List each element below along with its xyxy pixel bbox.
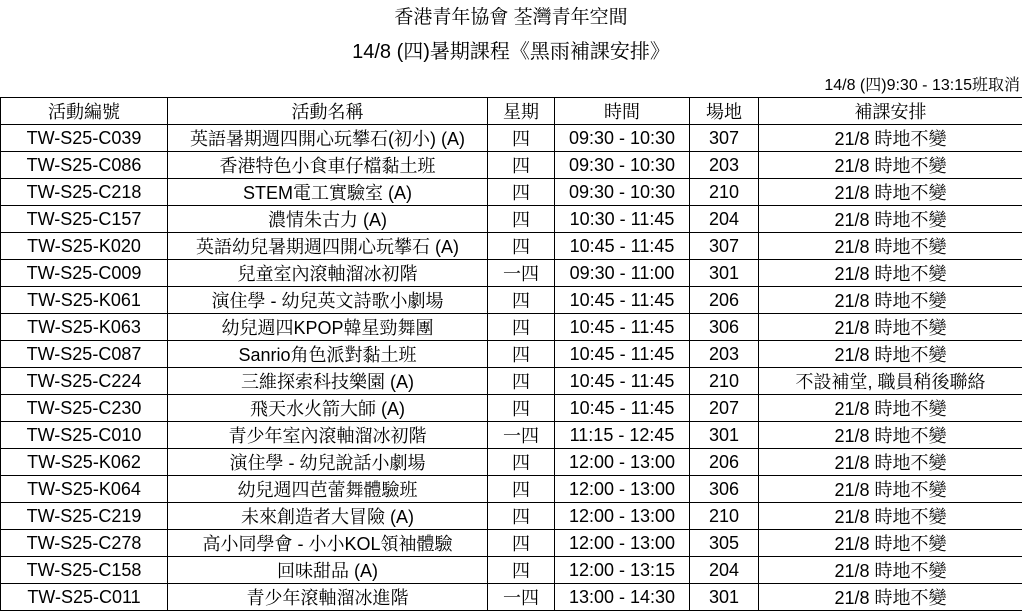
cell-activity-code: TW-S25-C158 [1, 557, 168, 584]
cell-activity-name: 青少年室內滾軸溜冰初階 [168, 422, 488, 449]
cell-makeup-arrangement: 21/8 時地不變 [759, 476, 1022, 503]
cell-activity-name: 三維探索科技樂園 (A) [168, 368, 488, 395]
cell-venue: 305 [690, 530, 759, 557]
cell-activity-code: TW-S25-C086 [1, 152, 168, 179]
cell-time: 09:30 - 10:30 [555, 179, 690, 206]
table-row [1, 260, 1022, 287]
table-row [1, 368, 1022, 395]
cell-weekday: 四 [488, 152, 555, 179]
cell-weekday: 一四 [488, 422, 555, 449]
header-row [1, 98, 1022, 125]
cell-makeup-arrangement: 21/8 時地不變 [759, 233, 1022, 260]
cell-activity-name: 幼兒週四KPOP韓星勁舞團 [168, 314, 488, 341]
cell-weekday: 四 [488, 314, 555, 341]
schedule-table-body [1, 125, 1022, 611]
cell-weekday: 四 [488, 476, 555, 503]
cell-weekday: 四 [488, 233, 555, 260]
cell-time: 10:45 - 11:45 [555, 314, 690, 341]
column-header-2: 星期 [488, 98, 555, 125]
cell-venue: 203 [690, 152, 759, 179]
cell-activity-name: 未來創造者大冒險 (A) [168, 503, 488, 530]
cell-venue: 210 [690, 179, 759, 206]
schedule-table [0, 97, 1022, 611]
cell-activity-code: TW-S25-K020 [1, 233, 168, 260]
cell-venue: 204 [690, 206, 759, 233]
cell-activity-code: TW-S25-K062 [1, 449, 168, 476]
cell-time: 12:00 - 13:00 [555, 503, 690, 530]
cell-venue: 301 [690, 584, 759, 611]
cell-time: 12:00 - 13:00 [555, 476, 690, 503]
table-row [1, 395, 1022, 422]
cell-time: 13:00 - 14:30 [555, 584, 690, 611]
cell-weekday: 四 [488, 557, 555, 584]
table-row [1, 422, 1022, 449]
column-header-4: 場地 [690, 98, 759, 125]
cell-venue: 306 [690, 476, 759, 503]
cell-venue: 206 [690, 287, 759, 314]
cell-makeup-arrangement: 21/8 時地不變 [759, 584, 1022, 611]
cell-weekday: 四 [488, 341, 555, 368]
cell-activity-name: 演住學 - 幼兒英文詩歌小劇場 [168, 287, 488, 314]
cell-weekday: 四 [488, 449, 555, 476]
cell-time: 09:30 - 11:00 [555, 260, 690, 287]
cell-activity-code: TW-S25-C087 [1, 341, 168, 368]
cell-makeup-arrangement: 不設補堂, 職員稍後聯絡 [759, 368, 1022, 395]
cell-time: 09:30 - 10:30 [555, 125, 690, 152]
cell-activity-code: TW-S25-K063 [1, 314, 168, 341]
cell-activity-name: Sanrio角色派對黏土班 [168, 341, 488, 368]
cell-time: 12:00 - 13:00 [555, 530, 690, 557]
cell-time: 11:15 - 12:45 [555, 422, 690, 449]
cell-makeup-arrangement: 21/8 時地不變 [759, 557, 1022, 584]
cell-activity-name: 演住學 - 幼兒說話小劇場 [168, 449, 488, 476]
cell-activity-code: TW-S25-C230 [1, 395, 168, 422]
cancellation-note: 14/8 (四)9:30 - 13:15班取消 [0, 76, 1020, 96]
cell-venue: 206 [690, 449, 759, 476]
cell-weekday: 四 [488, 395, 555, 422]
cell-weekday: 一四 [488, 584, 555, 611]
cell-activity-name: 英語暑期週四開心玩攀石(初小) (A) [168, 125, 488, 152]
cell-activity-code: TW-S25-K061 [1, 287, 168, 314]
cell-makeup-arrangement: 21/8 時地不變 [759, 395, 1022, 422]
table-row [1, 503, 1022, 530]
cell-venue: 203 [690, 341, 759, 368]
cell-time: 10:45 - 11:45 [555, 233, 690, 260]
table-row [1, 584, 1022, 611]
cell-makeup-arrangement: 21/8 時地不變 [759, 503, 1022, 530]
cell-activity-name: 香港特色小食車仔檔黏土班 [168, 152, 488, 179]
cell-venue: 307 [690, 233, 759, 260]
cell-activity-name: 高小同學會 - 小小KOL領袖體驗 [168, 530, 488, 557]
cell-venue: 204 [690, 557, 759, 584]
cell-makeup-arrangement: 21/8 時地不變 [759, 314, 1022, 341]
table-row [1, 287, 1022, 314]
cell-time: 12:00 - 13:00 [555, 449, 690, 476]
cell-activity-code: TW-S25-C278 [1, 530, 168, 557]
cell-time: 10:30 - 11:45 [555, 206, 690, 233]
cell-makeup-arrangement: 21/8 時地不變 [759, 206, 1022, 233]
cell-weekday: 一四 [488, 260, 555, 287]
cell-makeup-arrangement: 21/8 時地不變 [759, 449, 1022, 476]
cell-time: 10:45 - 11:45 [555, 341, 690, 368]
cell-venue: 301 [690, 260, 759, 287]
cell-activity-code: TW-S25-C157 [1, 206, 168, 233]
cell-time: 10:45 - 11:45 [555, 368, 690, 395]
cell-venue: 306 [690, 314, 759, 341]
column-header-5: 補課安排 [759, 98, 1022, 125]
cell-makeup-arrangement: 21/8 時地不變 [759, 260, 1022, 287]
cell-venue: 207 [690, 395, 759, 422]
table-row [1, 341, 1022, 368]
cell-makeup-arrangement: 21/8 時地不變 [759, 530, 1022, 557]
cell-time: 09:30 - 10:30 [555, 152, 690, 179]
cell-activity-code: TW-S25-C224 [1, 368, 168, 395]
table-row [1, 152, 1022, 179]
cell-weekday: 四 [488, 368, 555, 395]
cell-activity-code: TW-S25-C219 [1, 503, 168, 530]
column-header-3: 時間 [555, 98, 690, 125]
cell-venue: 210 [690, 503, 759, 530]
cell-activity-name: 青少年滾軸溜冰進階 [168, 584, 488, 611]
cell-weekday: 四 [488, 179, 555, 206]
table-row [1, 314, 1022, 341]
cell-time: 10:45 - 11:45 [555, 395, 690, 422]
cell-activity-code: TW-S25-C011 [1, 584, 168, 611]
table-row [1, 206, 1022, 233]
cell-makeup-arrangement: 21/8 時地不變 [759, 341, 1022, 368]
cell-venue: 307 [690, 125, 759, 152]
column-header-1: 活動名稱 [168, 98, 488, 125]
cell-activity-name: 英語幼兒暑期週四開心玩攀石 (A) [168, 233, 488, 260]
cell-makeup-arrangement: 21/8 時地不變 [759, 125, 1022, 152]
table-row [1, 179, 1022, 206]
cell-time: 10:45 - 11:45 [555, 287, 690, 314]
table-row [1, 557, 1022, 584]
page-subtitle: 14/8 (四)暑期課程《黑雨補課安排》 [0, 38, 1022, 66]
cell-makeup-arrangement: 21/8 時地不變 [759, 179, 1022, 206]
cell-activity-code: TW-S25-C009 [1, 260, 168, 287]
cell-weekday: 四 [488, 287, 555, 314]
column-header-0: 活動編號 [1, 98, 168, 125]
cell-activity-name: 幼兒週四芭蕾舞體驗班 [168, 476, 488, 503]
cell-makeup-arrangement: 21/8 時地不變 [759, 287, 1022, 314]
cell-weekday: 四 [488, 503, 555, 530]
cell-activity-code: TW-S25-K064 [1, 476, 168, 503]
cell-venue: 210 [690, 368, 759, 395]
cell-time: 12:00 - 13:15 [555, 557, 690, 584]
cell-activity-name: 回味甜品 (A) [168, 557, 488, 584]
table-row [1, 449, 1022, 476]
cell-weekday: 四 [488, 125, 555, 152]
cell-activity-name: 飛天水火箭大師 (A) [168, 395, 488, 422]
cell-activity-code: TW-S25-C218 [1, 179, 168, 206]
table-row [1, 125, 1022, 152]
cell-makeup-arrangement: 21/8 時地不變 [759, 422, 1022, 449]
cell-weekday: 四 [488, 206, 555, 233]
table-row [1, 233, 1022, 260]
table-row [1, 530, 1022, 557]
cell-activity-name: STEM電工實驗室 (A) [168, 179, 488, 206]
page-title: 香港青年協會 荃灣青年空間 [0, 5, 1022, 31]
cell-weekday: 四 [488, 530, 555, 557]
cell-venue: 301 [690, 422, 759, 449]
cell-activity-code: TW-S25-C010 [1, 422, 168, 449]
table-row [1, 476, 1022, 503]
cell-makeup-arrangement: 21/8 時地不變 [759, 152, 1022, 179]
cell-activity-name: 兒童室內滾軸溜冰初階 [168, 260, 488, 287]
cell-activity-name: 濃情朱古力 (A) [168, 206, 488, 233]
cell-activity-code: TW-S25-C039 [1, 125, 168, 152]
